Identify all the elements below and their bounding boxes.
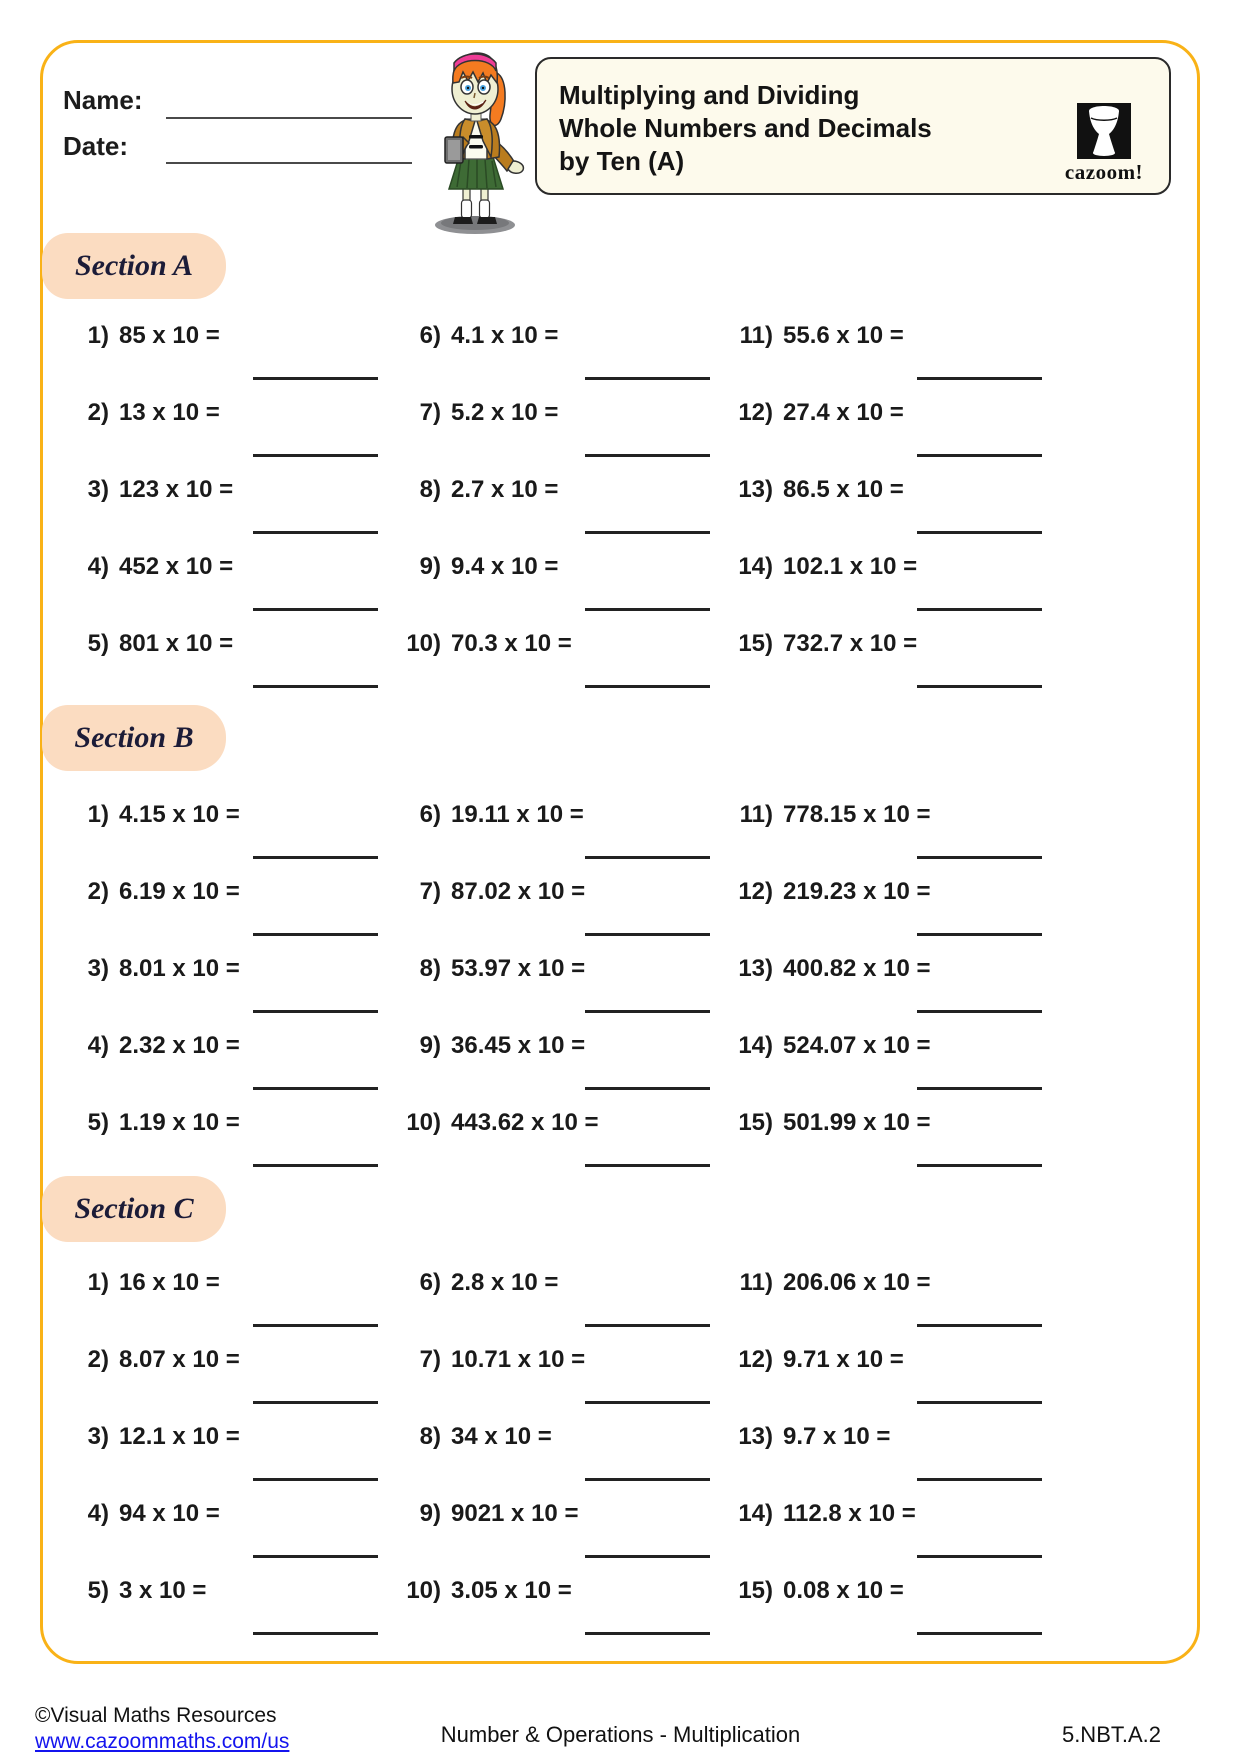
title-line-2: Whole Numbers and Decimals bbox=[559, 113, 932, 143]
problem-expression: 9.71 x 10 = bbox=[783, 1346, 904, 1373]
problem-number: 11) bbox=[739, 322, 773, 349]
problem-number: 8) bbox=[419, 476, 441, 503]
problem-number: 11) bbox=[739, 801, 773, 828]
title-line-3: by Ten (A) bbox=[559, 146, 685, 176]
problem-item bbox=[725, 1577, 1057, 1654]
answer-blank bbox=[917, 1087, 1042, 1090]
problem-number: 6) bbox=[419, 322, 441, 349]
problem-item bbox=[393, 399, 725, 476]
girl-illustration bbox=[411, 45, 543, 237]
problem-number: 14) bbox=[738, 1032, 773, 1059]
problem-number: 6) bbox=[419, 1269, 441, 1296]
problem-number: 11) bbox=[739, 1269, 773, 1296]
answer-blank bbox=[917, 454, 1042, 457]
answer-blank bbox=[585, 1478, 710, 1481]
problem-expression: 87.02 x 10 = bbox=[451, 878, 586, 905]
problem-number: 10) bbox=[406, 1577, 441, 1604]
answer-blank bbox=[917, 1555, 1042, 1558]
problem-item bbox=[393, 1109, 725, 1186]
problem-expression: 9.4 x 10 = bbox=[451, 553, 559, 580]
section-a-problems bbox=[61, 322, 1057, 707]
problem-number: 4) bbox=[87, 1032, 109, 1059]
problem-item bbox=[61, 801, 393, 878]
problem-item bbox=[393, 553, 725, 630]
section-c-header bbox=[42, 1176, 226, 1242]
problem-expression: 524.07 x 10 = bbox=[783, 1032, 931, 1059]
problem-expression: 36.45 x 10 = bbox=[451, 1032, 586, 1059]
problem-expression: 34 x 10 = bbox=[451, 1423, 552, 1450]
answer-blank bbox=[253, 1555, 378, 1558]
problem-number: 2) bbox=[87, 399, 109, 426]
answer-blank bbox=[253, 933, 378, 936]
answer-blank bbox=[253, 1087, 378, 1090]
website-link[interactable]: www.cazoommaths.com/us bbox=[35, 1730, 290, 1753]
problem-item bbox=[61, 878, 393, 955]
problem-number: 7) bbox=[419, 878, 441, 905]
problem-expression: 8.07 x 10 = bbox=[119, 1346, 240, 1373]
answer-blank bbox=[917, 685, 1042, 688]
problem-number: 5) bbox=[87, 1109, 109, 1136]
answer-blank bbox=[917, 1478, 1042, 1481]
copyright-text: ©Visual Maths Resources bbox=[35, 1704, 277, 1727]
problem-number: 3) bbox=[87, 476, 109, 503]
section-c-label: Section C bbox=[74, 1192, 194, 1225]
section-a-label: Section A bbox=[74, 249, 194, 282]
section-a-header bbox=[42, 233, 226, 299]
problem-expression: 1.19 x 10 = bbox=[119, 1109, 240, 1136]
problem-number: 4) bbox=[87, 1500, 109, 1527]
problem-expression: 4.1 x 10 = bbox=[451, 322, 559, 349]
date-blank-line bbox=[166, 162, 412, 164]
answer-blank bbox=[585, 608, 710, 611]
problem-item bbox=[725, 322, 1057, 399]
problem-expression: 400.82 x 10 = bbox=[783, 955, 931, 982]
problem-expression: 801 x 10 = bbox=[119, 630, 234, 657]
problem-expression: 85 x 10 = bbox=[119, 322, 220, 349]
answer-blank bbox=[253, 685, 378, 688]
problem-expression: 3 x 10 = bbox=[119, 1577, 207, 1604]
problem-number: 12) bbox=[738, 399, 773, 426]
problem-number: 2) bbox=[87, 1346, 109, 1373]
problem-item bbox=[393, 1500, 725, 1577]
problem-expression: 53.97 x 10 = bbox=[451, 955, 586, 982]
problem-item bbox=[61, 1423, 393, 1500]
problem-item bbox=[61, 1269, 393, 1346]
problem-item bbox=[61, 630, 393, 707]
problem-number: 15) bbox=[738, 630, 773, 657]
answer-blank bbox=[585, 1010, 710, 1013]
answer-blank bbox=[917, 377, 1042, 380]
problem-item bbox=[61, 399, 393, 476]
answer-blank bbox=[253, 1632, 378, 1635]
answer-blank bbox=[585, 1324, 710, 1327]
problem-item bbox=[725, 476, 1057, 553]
problem-item bbox=[725, 553, 1057, 630]
section-b-header bbox=[42, 705, 226, 771]
problem-expression: 16 x 10 = bbox=[119, 1269, 220, 1296]
problem-item bbox=[393, 801, 725, 878]
problem-number: 9) bbox=[419, 553, 441, 580]
answer-blank bbox=[253, 608, 378, 611]
name-blank-line bbox=[166, 117, 412, 119]
problem-expression: 2.8 x 10 = bbox=[451, 1269, 559, 1296]
problem-number: 3) bbox=[87, 1423, 109, 1450]
problem-item bbox=[725, 1423, 1057, 1500]
problem-item bbox=[393, 322, 725, 399]
problem-expression: 778.15 x 10 = bbox=[783, 801, 931, 828]
problem-item bbox=[725, 1109, 1057, 1186]
problem-expression: 3.05 x 10 = bbox=[451, 1577, 572, 1604]
problem-expression: 86.5 x 10 = bbox=[783, 476, 904, 503]
answer-blank bbox=[253, 1164, 378, 1167]
date-label: Date: bbox=[63, 131, 129, 161]
answer-blank bbox=[253, 1478, 378, 1481]
problem-item bbox=[61, 1346, 393, 1423]
problem-expression: 9021 x 10 = bbox=[451, 1500, 579, 1527]
problem-expression: 27.4 x 10 = bbox=[783, 399, 904, 426]
problem-expression: 2.32 x 10 = bbox=[119, 1032, 240, 1059]
worksheet-title bbox=[559, 79, 989, 178]
problem-item bbox=[393, 878, 725, 955]
problem-expression: 123 x 10 = bbox=[119, 476, 234, 503]
problem-item bbox=[61, 1577, 393, 1654]
answer-blank bbox=[917, 1401, 1042, 1404]
cazoom-logo bbox=[1061, 103, 1147, 185]
answer-blank bbox=[585, 377, 710, 380]
problem-expression: 102.1 x 10 = bbox=[783, 553, 918, 580]
footer-topic: Number & Operations - Multiplication bbox=[440, 1722, 801, 1747]
section-b-problems bbox=[61, 801, 1057, 1186]
problem-item bbox=[725, 801, 1057, 878]
problem-item bbox=[393, 630, 725, 707]
problem-expression: 112.8 x 10 = bbox=[783, 1500, 916, 1527]
problem-number: 6) bbox=[419, 801, 441, 828]
title-box bbox=[535, 57, 1171, 195]
problem-expression: 219.23 x 10 = bbox=[783, 878, 931, 905]
problem-item bbox=[61, 553, 393, 630]
answer-blank bbox=[585, 531, 710, 534]
answer-blank bbox=[917, 1324, 1042, 1327]
problem-expression: 501.99 x 10 = bbox=[783, 1109, 931, 1136]
problem-number: 15) bbox=[738, 1109, 773, 1136]
answer-blank bbox=[253, 531, 378, 534]
answer-blank bbox=[585, 1087, 710, 1090]
answer-blank bbox=[585, 454, 710, 457]
answer-blank bbox=[253, 1401, 378, 1404]
answer-blank bbox=[585, 933, 710, 936]
problem-number: 12) bbox=[738, 1346, 773, 1373]
problem-expression: 12.1 x 10 = bbox=[119, 1423, 240, 1450]
problem-number: 1) bbox=[87, 801, 109, 828]
answer-blank bbox=[585, 685, 710, 688]
answer-blank bbox=[585, 1632, 710, 1635]
answer-blank bbox=[917, 1010, 1042, 1013]
problem-item bbox=[725, 878, 1057, 955]
problem-expression: 19.11 x 10 = bbox=[451, 801, 584, 828]
problem-number: 10) bbox=[406, 630, 441, 657]
problem-expression: 94 x 10 = bbox=[119, 1500, 220, 1527]
standard-code: 5.NBT.A.2 bbox=[1061, 1722, 1161, 1747]
title-line-1: Multiplying and Dividing bbox=[559, 80, 860, 110]
problem-item bbox=[61, 1032, 393, 1109]
answer-blank bbox=[917, 1164, 1042, 1167]
problem-number: 9) bbox=[419, 1500, 441, 1527]
answer-blank bbox=[585, 1401, 710, 1404]
problem-item bbox=[61, 322, 393, 399]
answer-blank bbox=[585, 1555, 710, 1558]
problem-expression: 55.6 x 10 = bbox=[783, 322, 904, 349]
worksheet-frame bbox=[40, 40, 1200, 1664]
problem-item bbox=[393, 1577, 725, 1654]
problem-number: 9) bbox=[419, 1032, 441, 1059]
problem-item bbox=[61, 476, 393, 553]
problem-item bbox=[393, 1269, 725, 1346]
answer-blank bbox=[585, 1164, 710, 1167]
problem-expression: 6.19 x 10 = bbox=[119, 878, 240, 905]
problem-item bbox=[393, 476, 725, 553]
problem-number: 1) bbox=[87, 322, 109, 349]
answer-blank bbox=[253, 1324, 378, 1327]
problem-item bbox=[393, 1346, 725, 1423]
problem-number: 14) bbox=[738, 1500, 773, 1527]
problem-expression: 206.06 x 10 = bbox=[783, 1269, 931, 1296]
answer-blank bbox=[253, 1010, 378, 1013]
answer-blank bbox=[253, 454, 378, 457]
problem-number: 1) bbox=[87, 1269, 109, 1296]
problem-number: 7) bbox=[419, 1346, 441, 1373]
problem-number: 12) bbox=[738, 878, 773, 905]
problem-number: 13) bbox=[738, 1423, 773, 1450]
problem-number: 5) bbox=[87, 630, 109, 657]
problem-expression: 8.01 x 10 = bbox=[119, 955, 240, 982]
problem-item bbox=[725, 630, 1057, 707]
problem-number: 7) bbox=[419, 399, 441, 426]
answer-blank bbox=[917, 856, 1042, 859]
problem-item bbox=[725, 1500, 1057, 1577]
problem-expression: 732.7 x 10 = bbox=[783, 630, 918, 657]
answer-blank bbox=[253, 856, 378, 859]
answer-blank bbox=[917, 608, 1042, 611]
problem-number: 13) bbox=[738, 955, 773, 982]
problem-item bbox=[725, 399, 1057, 476]
problem-number: 5) bbox=[87, 1577, 109, 1604]
answer-blank bbox=[585, 856, 710, 859]
problem-item bbox=[725, 1346, 1057, 1423]
problem-expression: 10.71 x 10 = bbox=[451, 1346, 586, 1373]
problem-item bbox=[61, 1500, 393, 1577]
problem-item bbox=[725, 1032, 1057, 1109]
problem-number: 4) bbox=[87, 553, 109, 580]
problem-expression: 443.62 x 10 = bbox=[451, 1109, 599, 1136]
problem-number: 13) bbox=[738, 476, 773, 503]
problem-item bbox=[725, 1269, 1057, 1346]
problem-number: 15) bbox=[738, 1577, 773, 1604]
problem-item bbox=[725, 955, 1057, 1032]
problem-item bbox=[61, 1109, 393, 1186]
problem-expression: 0.08 x 10 = bbox=[783, 1577, 904, 1604]
answer-blank bbox=[917, 933, 1042, 936]
answer-blank bbox=[917, 1632, 1042, 1635]
problem-expression: 13 x 10 = bbox=[119, 399, 220, 426]
answer-blank bbox=[253, 377, 378, 380]
problem-number: 8) bbox=[419, 955, 441, 982]
problem-item bbox=[393, 1032, 725, 1109]
problem-number: 2) bbox=[87, 878, 109, 905]
answer-blank bbox=[917, 531, 1042, 534]
problem-expression: 4.15 x 10 = bbox=[119, 801, 240, 828]
problem-item bbox=[393, 1423, 725, 1500]
problem-item bbox=[393, 955, 725, 1032]
problem-number: 10) bbox=[406, 1109, 441, 1136]
drum-icon bbox=[1077, 103, 1131, 159]
problem-expression: 9.7 x 10 = bbox=[783, 1423, 891, 1450]
problem-number: 8) bbox=[419, 1423, 441, 1450]
problem-expression: 5.2 x 10 = bbox=[451, 399, 559, 426]
problem-expression: 2.7 x 10 = bbox=[451, 476, 559, 503]
problem-number: 14) bbox=[738, 553, 773, 580]
problem-expression: 70.3 x 10 = bbox=[451, 630, 572, 657]
problem-expression: 452 x 10 = bbox=[119, 553, 234, 580]
problem-number: 3) bbox=[87, 955, 109, 982]
name-label: Name: bbox=[63, 85, 143, 115]
logo-caption: cazoom! bbox=[1064, 160, 1144, 184]
problem-item bbox=[61, 955, 393, 1032]
section-c-problems bbox=[61, 1269, 1057, 1654]
section-b-label: Section B bbox=[74, 721, 194, 754]
